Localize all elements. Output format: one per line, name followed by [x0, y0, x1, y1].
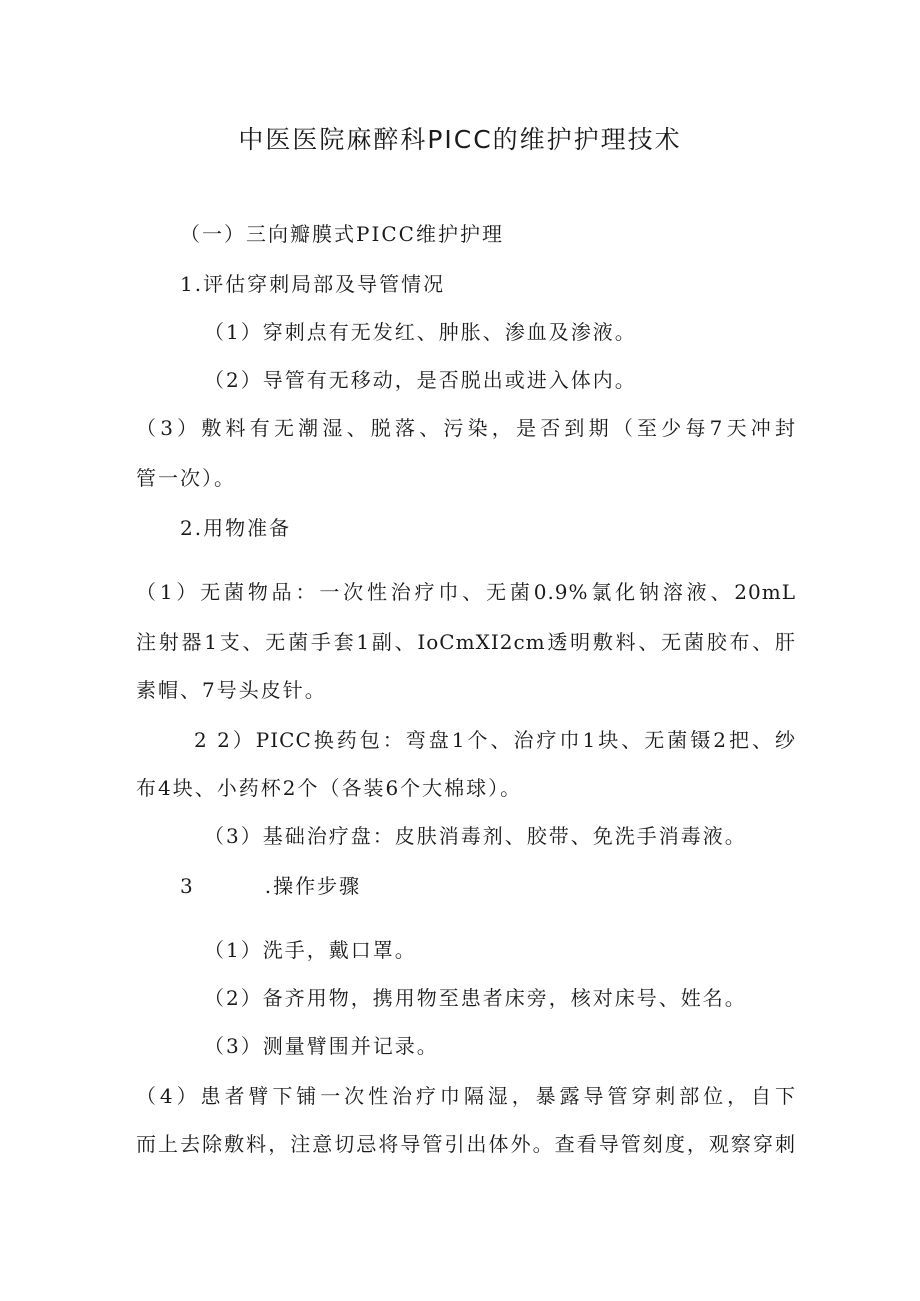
- paragraph-line: （1）无菌物品：一次性治疗巾、无菌0.9%氯化钠溶液、20mL: [136, 580, 796, 604]
- subsection-heading: 1.评估穿刺局部及导管情况: [180, 272, 446, 296]
- paragraph-line: 注射器1支、无菌手套1副、IoCmXI2cm透明敷料、无菌胶布、肝: [136, 630, 796, 654]
- paragraph-line: 而上去除敷料，注意切忌将导管引出体外。查看导管刻度，观察穿刺: [136, 1132, 796, 1156]
- paragraph-line: （3）测量臂围并记录。: [204, 1034, 439, 1058]
- paragraph-line: 素帽、7号头皮针。: [136, 678, 327, 702]
- paragraph-line: 2 2）PICC换药包：弯盘1个、治疗巾1块、无菌镊2把、纱: [194, 728, 796, 752]
- paragraph-line: 管一次）。: [136, 466, 236, 490]
- subsection-title: .操作步骤: [264, 874, 362, 898]
- paragraph-line: （3）敷料有无潮湿、脱落、污染，是否到期（至少每7天冲封: [136, 416, 796, 440]
- paragraph-line: （1）洗手，戴口罩。: [204, 938, 417, 962]
- paragraph-line: 布4块、小药杯2个（各装6个大棉球）。: [136, 776, 523, 800]
- section-heading: （一）三向瓣膜式PICC维护护理: [180, 222, 504, 246]
- paragraph-line: （4）患者臂下铺一次性治疗巾隔湿，暴露导管穿刺部位，自下: [136, 1084, 796, 1108]
- subsection-heading: 2.用物准备: [180, 516, 292, 540]
- paragraph-line: （2）导管有无移动，是否脱出或进入体内。: [204, 368, 637, 392]
- paragraph-line: （3）基础治疗盘：皮肤消毒剂、胶带、免洗手消毒液。: [204, 824, 747, 848]
- subsection-heading: [180, 872, 361, 900]
- subsection-number: 3: [180, 874, 195, 898]
- paragraph-line: （1）穿刺点有无发红、肿胀、渗血及渗液。: [204, 320, 637, 344]
- paragraph-line: （2）备齐用物，携用物至患者床旁，核对床号、姓名。: [204, 986, 747, 1010]
- document-title: 中医医院麻醉科PICC的维护护理技术: [238, 125, 682, 154]
